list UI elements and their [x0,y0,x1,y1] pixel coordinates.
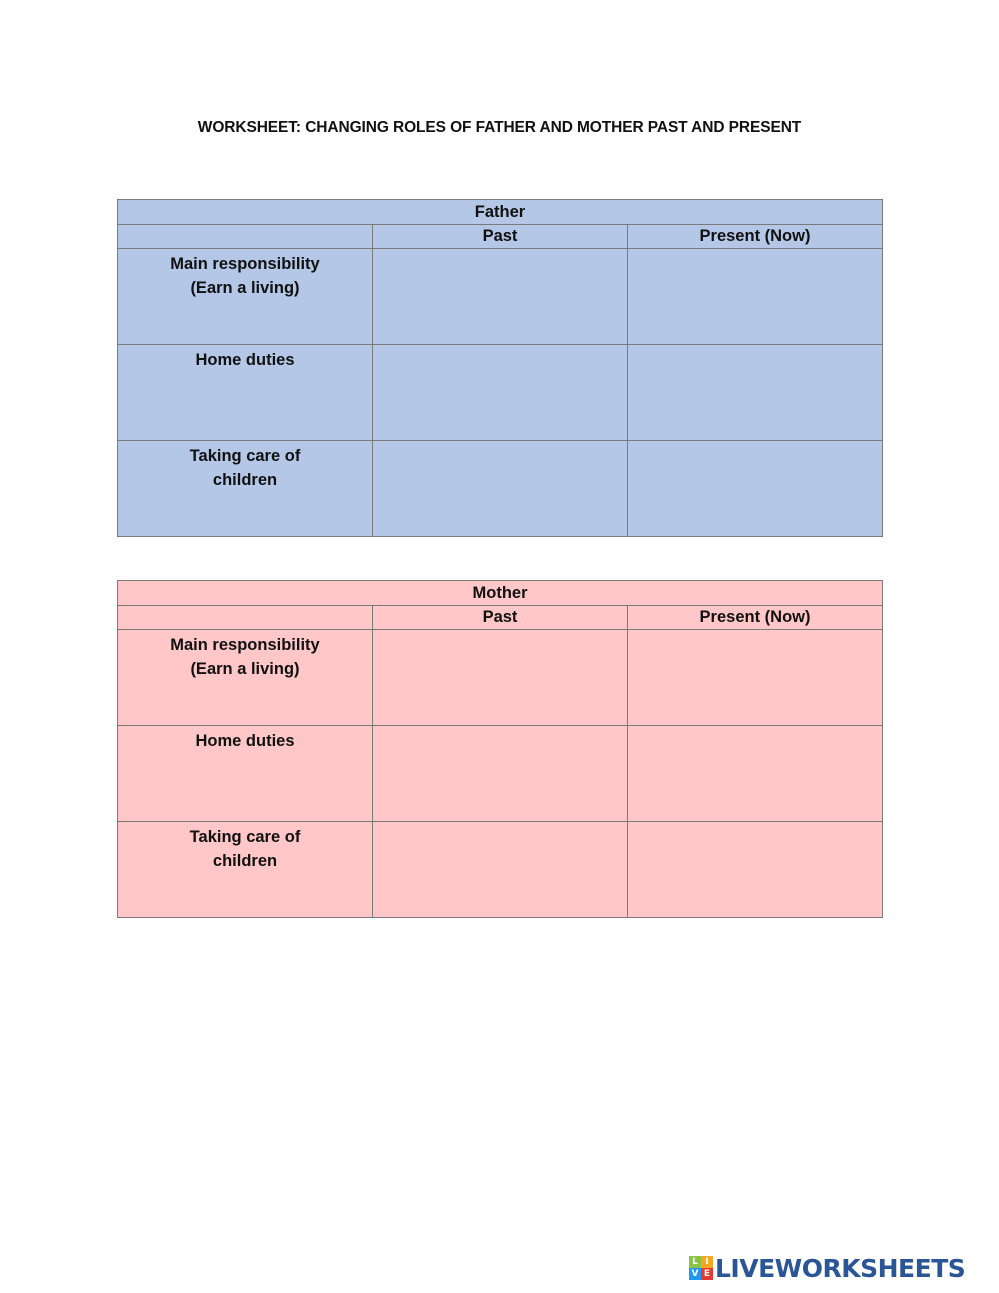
row-label [118,726,373,822]
table-row [118,441,883,537]
column-header-row [118,606,883,630]
row-label-line: children [212,471,278,489]
row-label-line: (Earn a living) [190,660,300,678]
answer-cell-past[interactable] [373,345,628,441]
row-label-line: Home duties [195,351,295,369]
answer-cell-present[interactable] [628,441,883,537]
table-row [118,630,883,726]
row-label [118,345,373,441]
answer-cell-past[interactable] [373,726,628,822]
logo-blocks-icon: L I V E [689,1256,713,1280]
answer-cell-present[interactable] [628,726,883,822]
table-heading: Father [118,200,883,225]
table-row [118,726,883,822]
table-title-row [118,200,883,225]
row-label-line: Taking care of [189,447,301,465]
page-title: WORKSHEET: CHANGING ROLES OF FATHER AND MOTHER PAST AND PRESENT [197,119,802,136]
column-header-row [118,225,883,249]
table-row [118,249,883,345]
row-label-line: Main responsibility [170,255,320,273]
answer-cell-present[interactable] [628,630,883,726]
column-header-past: Past [373,606,628,630]
answer-cell-present[interactable] [628,345,883,441]
column-header-present: Present (Now) [628,225,883,249]
answer-cell-past[interactable] [373,441,628,537]
row-label [118,249,373,345]
table-title-row [118,581,883,606]
answer-cell-present[interactable] [628,249,883,345]
table-heading: Mother [118,581,883,606]
answer-cell-past[interactable] [373,630,628,726]
father-table [117,199,883,537]
table-row [118,345,883,441]
row-label-line: Home duties [195,732,295,750]
column-header-past: Past [373,225,628,249]
answer-cell-past[interactable] [373,822,628,918]
column-header-present: Present (Now) [628,606,883,630]
row-label-line: Taking care of [189,828,301,846]
logo-text: LIVEWORKSHEETS [715,1253,966,1283]
table-row [118,822,883,918]
column-header-empty [118,225,373,249]
row-label [118,630,373,726]
row-label [118,822,373,918]
mother-table [117,580,883,918]
liveworksheets-logo [689,1254,965,1282]
column-header-empty [118,606,373,630]
row-label-line: children [212,852,278,870]
row-label [118,441,373,537]
row-label-line: (Earn a living) [190,279,300,297]
answer-cell-present[interactable] [628,822,883,918]
row-label-line: Main responsibility [170,636,320,654]
answer-cell-past[interactable] [373,249,628,345]
